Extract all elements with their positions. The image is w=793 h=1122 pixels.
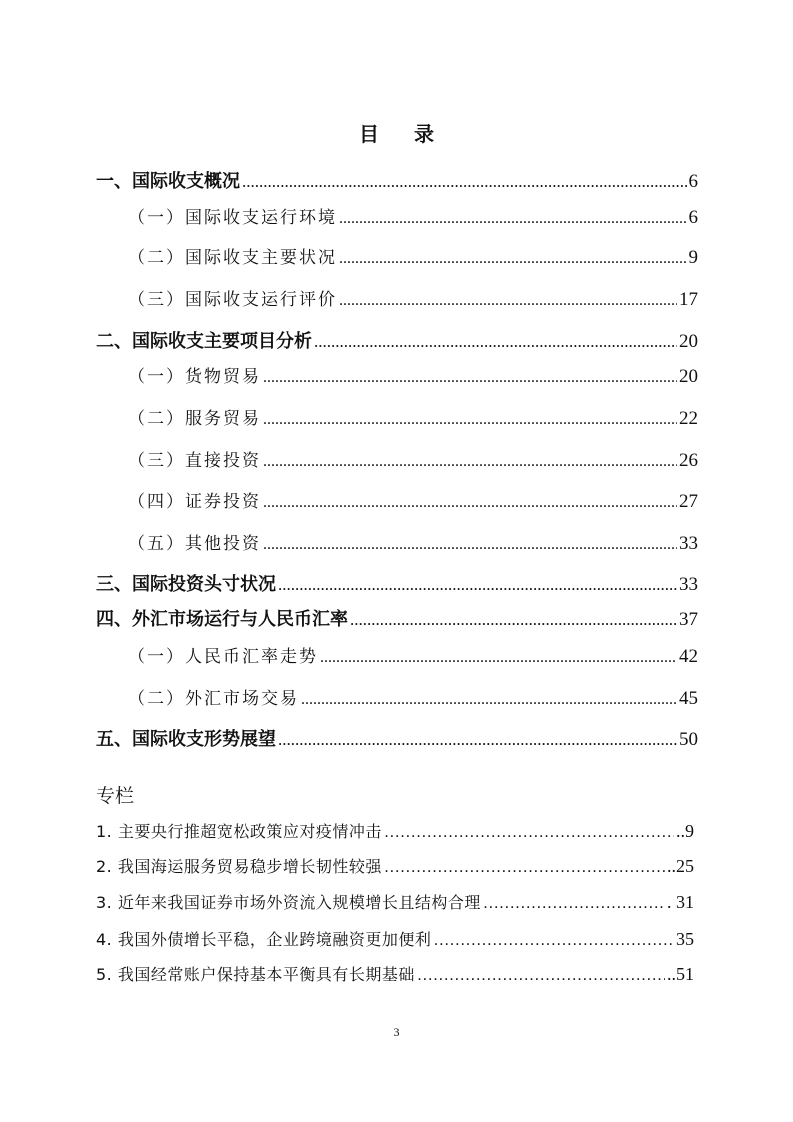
toc-entry-label: （四）证券投资 [128,492,261,512]
column-entry-label: 4. 我国外债增长平稳，企业跨境融资更加便利 [96,930,432,949]
toc-entry-label: 一、国际收支概况 [96,171,240,192]
toc-entry-label: （五）其他投资 [128,534,261,554]
page-title: 目 录 [359,122,448,146]
dot-leader [339,250,687,268]
dot-leader [263,369,677,387]
dot-leader [263,411,677,429]
toc-entry-page: 45 [679,688,698,709]
dot-leader [301,691,677,709]
toc-entry-page: 33 [679,533,698,554]
column-entry-page: ..9 [676,821,694,841]
toc-entry[interactable] [128,446,698,472]
toc-entry-page: 33 [679,574,698,595]
dot-leader [278,575,677,595]
toc-entry-page: 6 [688,207,698,228]
column-entry-label: 2. 我国海运服务贸易稳步增长韧性较强 [96,857,382,876]
toc-entry-page: 6 [688,171,698,192]
toc-entry-label: （二）国际收支主要状况 [128,248,337,268]
dot-leader [263,453,677,471]
column-entry-page: ..51 [667,964,694,984]
dot-leader [278,730,677,750]
toc-entry[interactable] [96,725,698,751]
toc-entry-label: （一）人民币汇率走势 [128,647,318,667]
dot-leader [320,649,677,667]
toc-entry-label: 四、外汇市场运行与人民币汇率 [96,609,348,630]
toc-entry[interactable] [128,529,698,555]
toc-entry-label: （二）外汇市场交易 [128,689,299,709]
toc-entry-page: 42 [679,646,698,667]
toc-entry[interactable] [96,570,698,596]
dot-leader [483,895,665,913]
column-entry[interactable] [96,819,694,842]
dot-leader [242,172,687,192]
toc-entry-page: 27 [679,491,698,512]
toc-entry[interactable] [128,243,698,269]
column-entry-label: 3. 近年来我国证券市场外资流入规模增长且结构合理 [96,893,481,912]
dot-leader [384,859,665,877]
column-entry-page: ..25 [667,856,694,876]
toc-entry[interactable] [128,642,698,668]
toc-entry-page: 17 [679,289,698,310]
toc-entry-page: 26 [679,450,698,471]
toc-entry-page: 50 [679,729,698,750]
dot-leader [433,932,674,950]
dot-leader [350,610,677,630]
column-entry[interactable] [96,854,694,877]
dot-leader [384,824,674,842]
toc-entry[interactable] [128,285,698,311]
column-entry-page: 35 [676,929,694,949]
toc-entry-page: 37 [679,609,698,630]
page-number: 3 [393,1025,400,1039]
toc-entry-label: 五、国际收支形势展望 [96,729,276,750]
toc-entry[interactable] [128,684,698,710]
toc-entry[interactable] [128,404,698,430]
dot-leader [263,536,677,554]
column-entry[interactable] [96,927,694,950]
column-entry[interactable] [96,962,694,985]
column-entry[interactable] [96,890,694,913]
toc-entry-page: 22 [679,408,698,429]
toc-entry[interactable] [96,327,698,353]
column-entry-page: . 31 [667,892,694,912]
toc-entry-label: （二）服务贸易 [128,409,261,429]
toc-entry[interactable] [96,167,698,193]
toc-entry-page: 9 [688,247,698,268]
column-entry-label: 1. 主要央行推超宽松政策应对疫情冲击 [96,822,382,841]
dot-leader [339,292,677,310]
toc-entry-label: 二、国际收支主要项目分析 [96,331,312,352]
toc-entry[interactable] [128,362,698,388]
toc-entry[interactable] [128,487,698,513]
column-entry-label: 5. 我国经常账户保持基本平衡具有长期基础 [96,965,415,984]
dot-leader [263,494,677,512]
toc-entry-label: （三）国际收支运行评价 [128,290,337,310]
toc-entry-label: 三、国际投资头寸状况 [96,574,276,595]
dot-leader [339,210,687,228]
toc-entry-label: （一）国际收支运行环境 [128,208,337,228]
dot-leader [314,332,677,352]
dot-leader [417,967,665,985]
columns-heading: 专栏 [96,785,135,807]
toc-entry-label: （一）货物贸易 [128,367,261,387]
toc-entry-page: 20 [679,331,698,352]
toc-entry[interactable] [128,203,698,229]
toc-entry-page: 20 [679,366,698,387]
toc-entry[interactable] [96,605,698,631]
toc-entry-label: （三）直接投资 [128,451,261,471]
